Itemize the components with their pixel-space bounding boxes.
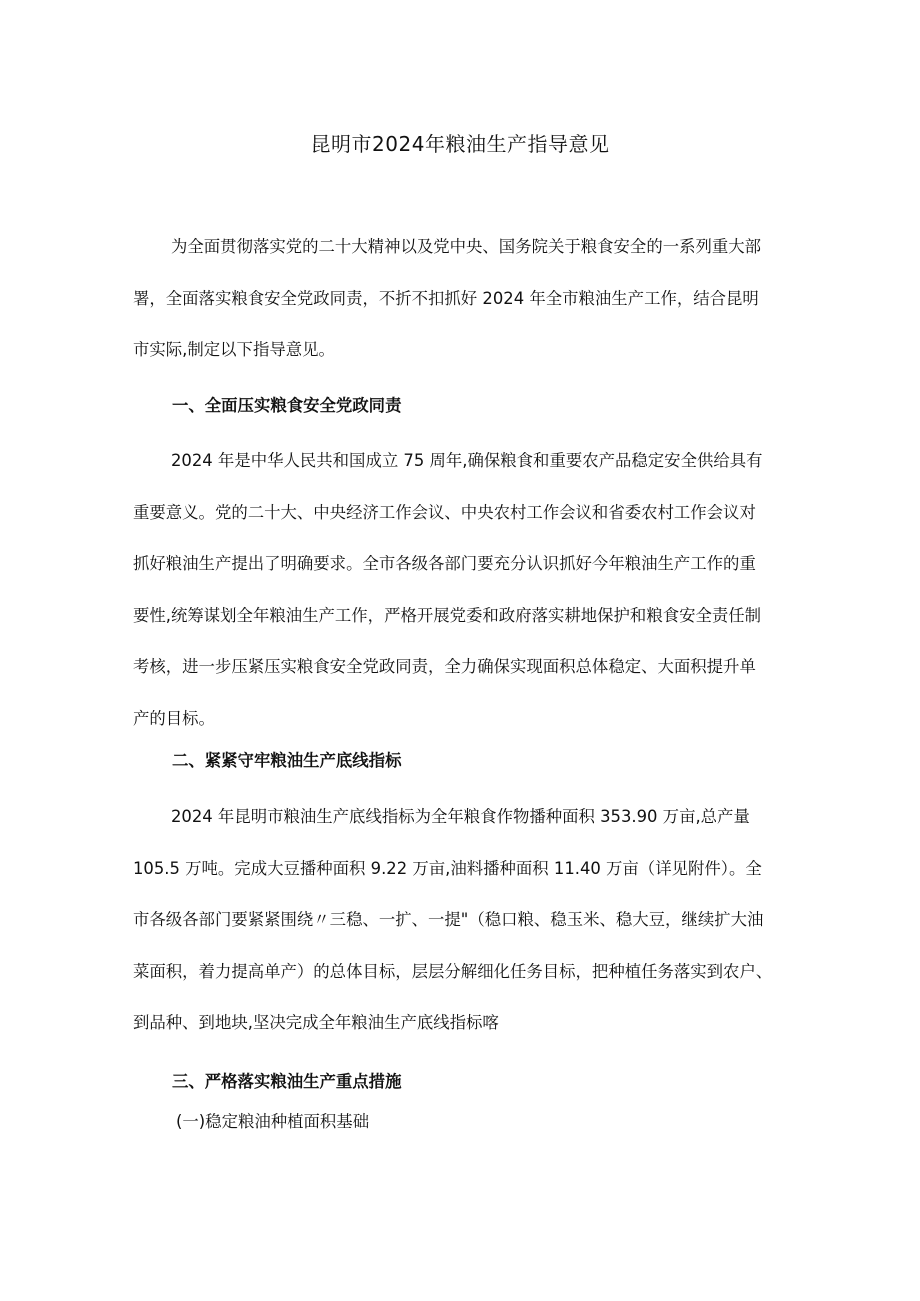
intro-line-1: 为全面贯彻落实党的二十大精神以及党中央、国务院关于粮食安全的一系列重大部 (171, 237, 762, 256)
section-1-heading: 一、全面压实粮食安全党政同责 (172, 396, 402, 415)
intro-line-2: 署，全面落实粮食安全党政同责，不折不扣抓好 2024 年全市粮油生产工作，结合昆明 (133, 288, 759, 308)
section-2-line-1: 2024 年昆明市粮油生产底线指标为全年粮食作物播种面积 353.90 万亩,总产量 (171, 807, 750, 826)
section-2-line-3: 市各级各部门要紧紧围绕〃三稳、一扩、一提"（稳口粮、稳玉米、稳大豆，继续扩大油 (133, 910, 764, 929)
section-3-subheading: (一)稳定粮油种植面积基础 (176, 1112, 370, 1131)
section-2-line-2: 105.5 万吨。完成大豆播种面积 9.22 万亩,油料播种面积 11.40 万亩（详见附件）。全 (133, 858, 762, 878)
section-1-line-3: 抓好粮油生产提出了明确要求。全市各级各部门要充分认识抓好今年粮油生产工作的重 (133, 554, 756, 573)
intro-paragraph (133, 234, 793, 363)
section-2-heading: 二、紧紧守牢粮油生产底线指标 (172, 751, 402, 770)
section-1-paragraph (133, 448, 793, 732)
section-1-line-2: 重要意义。党的二十大、中央经济工作会议、中央农村工作会议和省委农村工作会议对 (133, 502, 756, 522)
document-title: 昆明市2024年粮油生产指导意见 (310, 132, 610, 156)
section-2-paragraph (133, 804, 793, 1036)
section-1-line-6: 产的目标。 (133, 708, 215, 728)
section-1-line-5: 考核，进一步压紧压实粮食安全党政同责，全力确保实现面积总体稳定、大面积提升单 (133, 657, 756, 676)
section-2-line-4: 菜面积，着力提高单产）的总体目标，层层分解细化任务目标，把种植任务落实到农户、 (133, 961, 773, 981)
section-3-heading: 三、严格落实粮油生产重点措施 (172, 1072, 402, 1091)
section-2-line-5: 到品种、到地块,坚决完成全年粮油生产底线指标喀 (133, 1013, 499, 1032)
intro-line-3: 市实际,制定以下指导意见。 (133, 340, 335, 359)
section-1-line-1: 2024 年是中华人民共和国成立 75 周年,确保粮食和重要农产品稳定安全供给具有 (171, 451, 763, 470)
section-1-line-4: 要性,统筹谋划全年粮油生产工作，严格开展党委和政府落实耕地保护和粮食安全责任制 (133, 605, 762, 625)
